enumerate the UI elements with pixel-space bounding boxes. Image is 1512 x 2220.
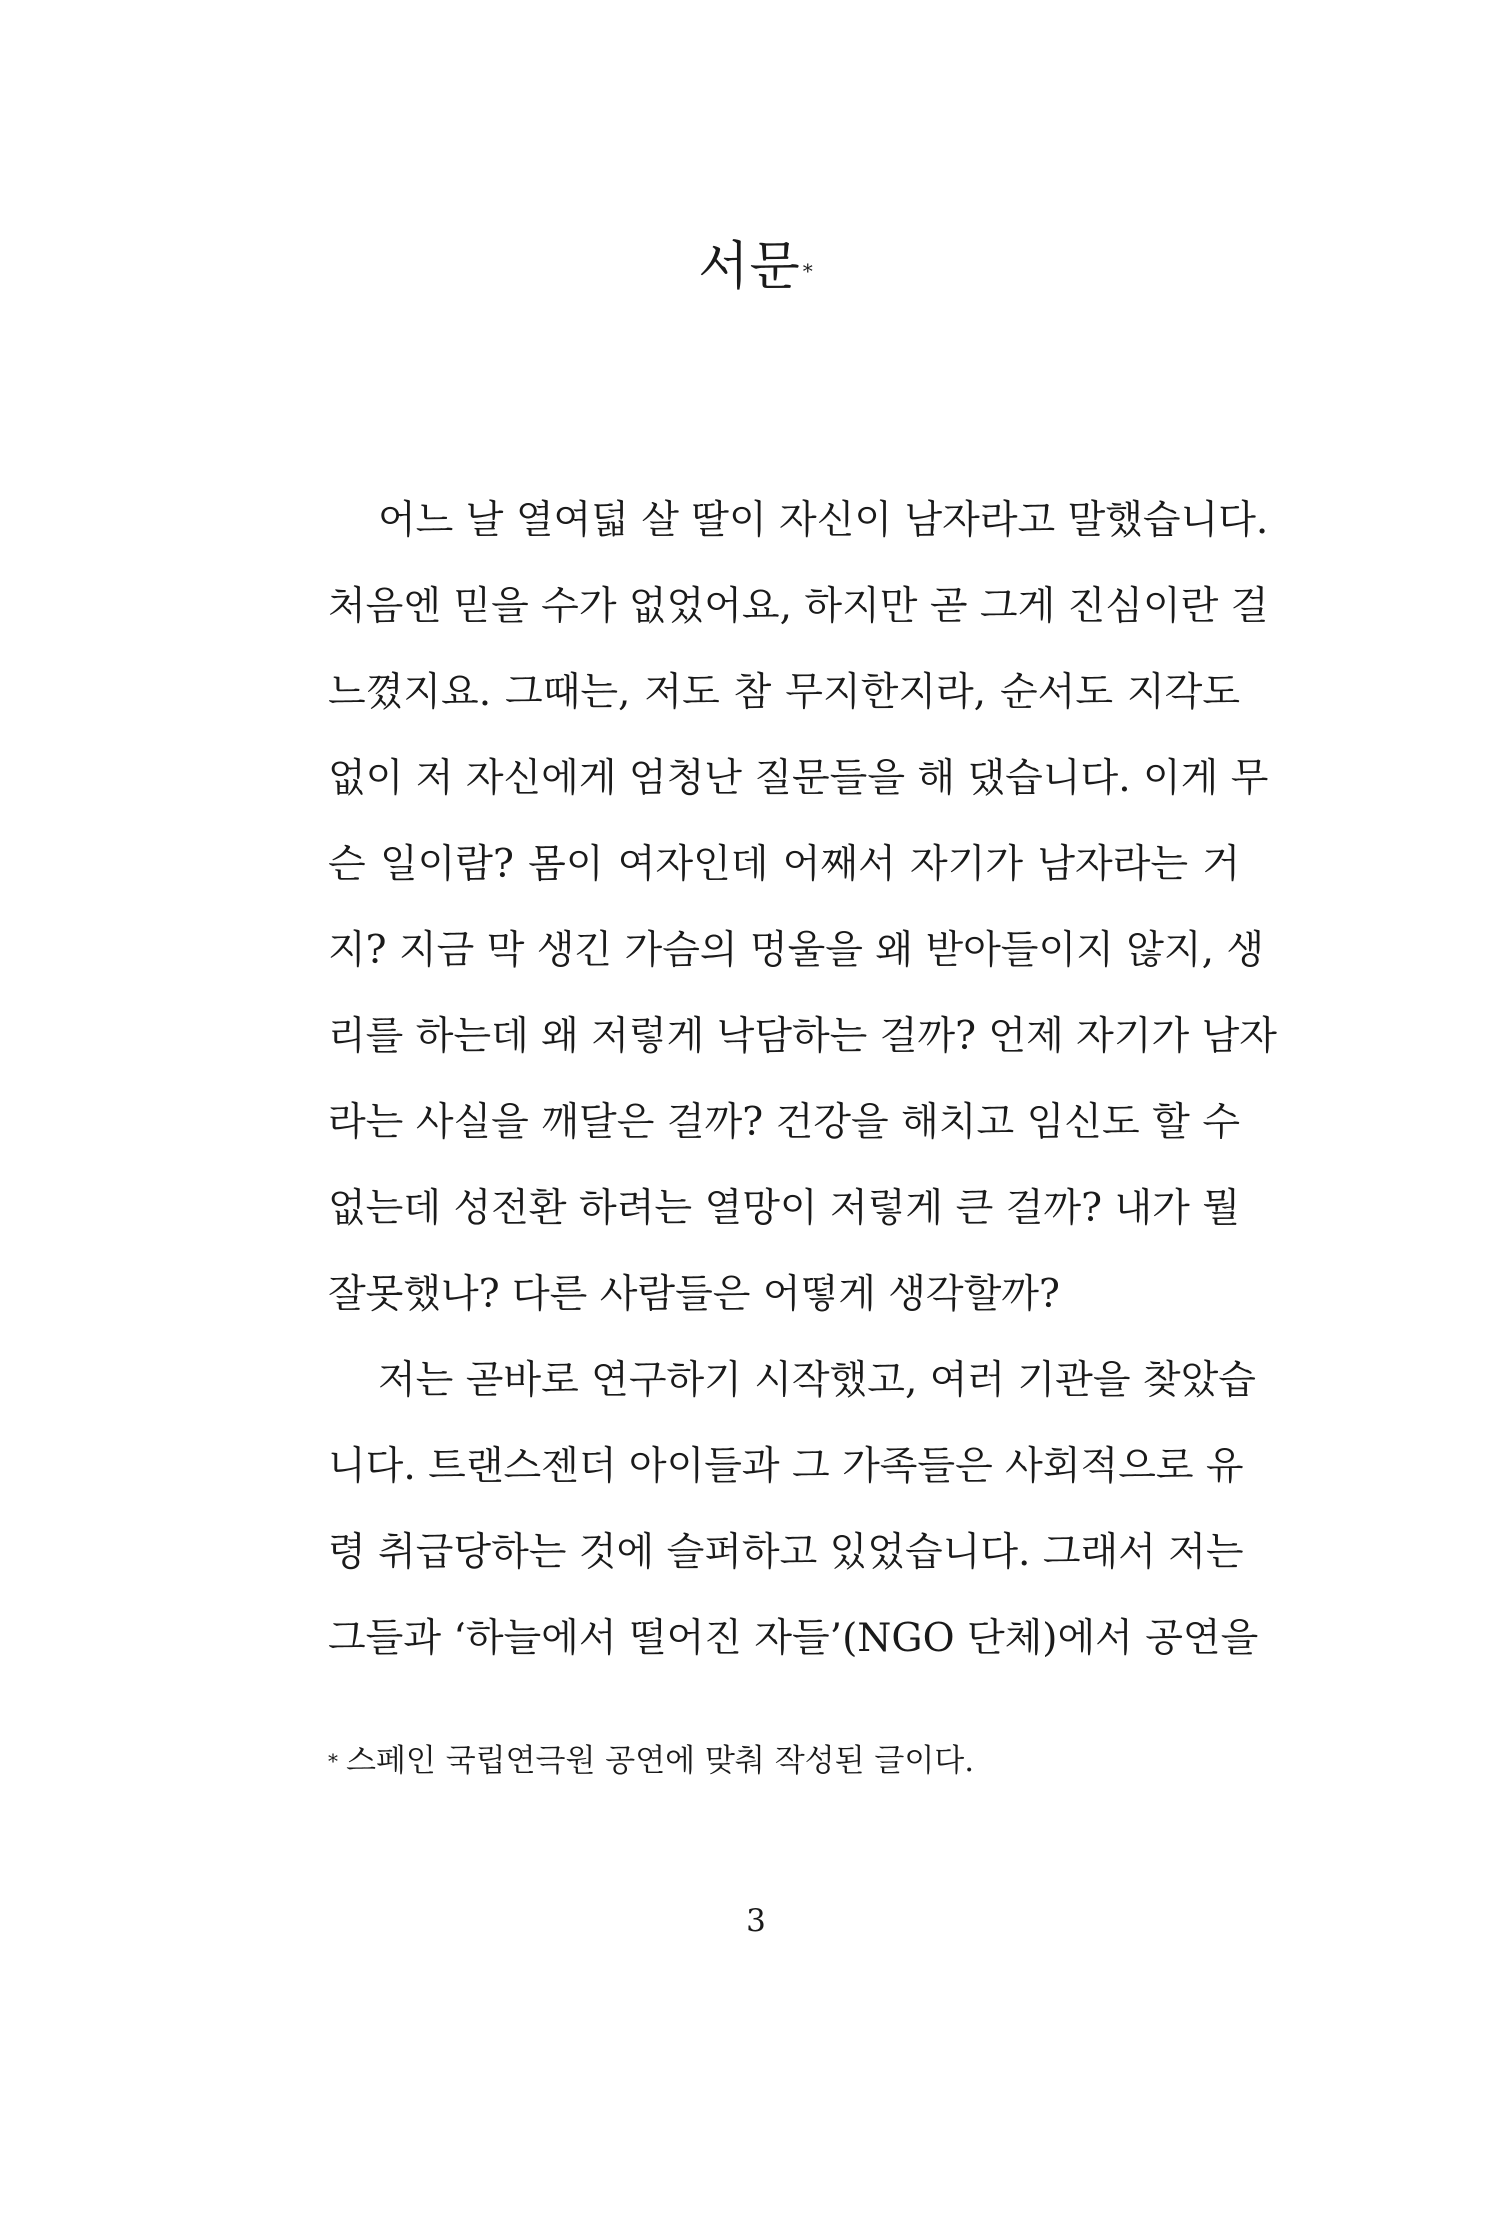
text-line: 어느 날 열여덟 살 딸이 자신이 남자라고 말했습니다. <box>378 498 1269 543</box>
text-line: 라는 사실을 깨달은 걸까? 건강을 해치고 임신도 할 수 <box>328 1100 1240 1145</box>
footnote-text: 스페인 국립연극원 공연에 맞춰 작성된 글이다. <box>346 1743 975 1779</box>
chapter-title <box>0 232 1512 302</box>
text-line: 슨 일이람? 몸이 여자인데 어째서 자기가 남자라는 거 <box>328 842 1240 887</box>
text-line: 그들과 ‘하늘에서 떨어진 자들’(NGO 단체)에서 공연을 <box>328 1616 1259 1661</box>
text-line: 리를 하는데 왜 저렇게 낙담하는 걸까? 언제 자기가 남자 <box>328 1014 1277 1059</box>
text-line: 없이 저 자신에게 엄청난 질문들을 해 댔습니다. 이게 무 <box>328 756 1269 801</box>
footnote-reference-mark: * <box>802 259 814 283</box>
chapter-title-text: 서문 <box>698 237 801 297</box>
text-line: 지? 지금 막 생긴 가슴의 멍울을 왜 받아들이지 않지, 생 <box>328 928 1265 973</box>
body-text <box>328 478 1277 1682</box>
text-line: 저는 곧바로 연구하기 시작했고, 여러 기관을 찾았습 <box>378 1358 1256 1403</box>
text-line: 니다. 트랜스젠더 아이들과 그 가족들은 사회적으로 유 <box>328 1444 1244 1489</box>
text-line: 처음엔 믿을 수가 없었어요, 하지만 곧 그게 진심이란 걸 <box>328 584 1269 629</box>
text-line: 느꼈지요. 그때는, 저도 참 무지한지라, 순서도 지각도 <box>328 670 1240 715</box>
page-number: 3 <box>746 1903 766 1939</box>
text-line: 잘못했나? 다른 사람들은 어떻게 생각할까? <box>328 1272 1060 1317</box>
text-line: 없는데 성전환 하려는 열망이 저렇게 큰 걸까? 내가 뭘 <box>328 1186 1240 1231</box>
text-line: 령 취급당하는 것에 슬퍼하고 있었습니다. 그래서 저는 <box>328 1530 1244 1575</box>
footnote <box>328 1736 974 1786</box>
footnote-mark: * <box>328 1749 338 1773</box>
